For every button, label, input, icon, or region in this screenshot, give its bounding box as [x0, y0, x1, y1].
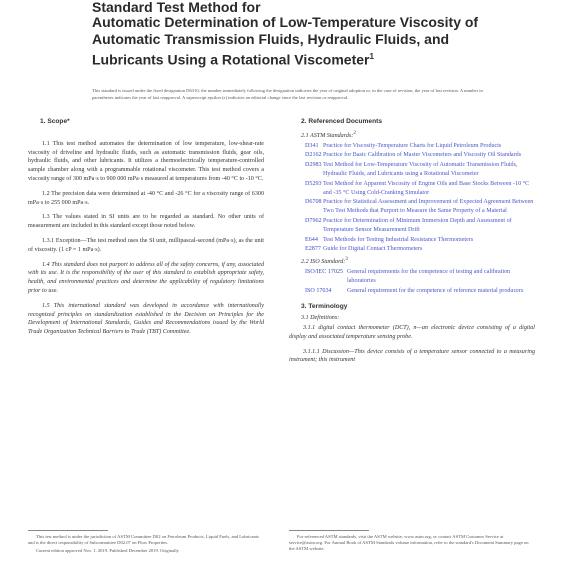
title-line-2: Automatic Transmission Fluids, Hydraulic Fluids, and: [92, 31, 450, 47]
iso-footnote-mark: 3: [345, 256, 348, 263]
para-3-1-1: 3.1.1 digital contact thermometer (DCT), n—an electronic device consisting of a digital display and associated temperature sensing probe.: [289, 325, 535, 340]
reference-title[interactable]: Test Method for Apparent Viscosity of Engine Oils and Base Stocks Between -10 °C and -35 °C Using Cold-Cranking Simulator: [323, 180, 530, 196]
astm-standards-label: 2.1 ASTM Standards:: [301, 132, 354, 139]
astm-footnote-mark: 2: [353, 129, 356, 136]
footnotes-right: [289, 534, 535, 555]
reference-title[interactable]: Practice for Determination of Minimum Immersion Depth and Assessment of Temperature Sensor Measurement Drift: [323, 218, 512, 233]
iso-reference-item[interactable]: [289, 287, 535, 296]
reference-item[interactable]: [289, 217, 535, 235]
title-line-3-text: Lubricants Using a Rotational Viscometer: [92, 51, 370, 68]
reference-code[interactable]: ISO/IEC 17025: [305, 269, 344, 276]
reference-item[interactable]: [289, 236, 535, 245]
para-1-2: 1.2 The precision data were determined at -40 °C and -26 °C for a viscosity range of 6300 mPa·s to 255 000 mPa·s.: [28, 190, 264, 206]
reference-title[interactable]: Test Methods for Testing Industrial Resistance Thermometers: [323, 236, 474, 243]
para-3-1-1-1: 3.1.1.1 Discussion—This device consists of a temperature sensor connected to a measuring instrument; this instrument: [289, 348, 535, 364]
reference-title[interactable]: Guide for Digital Contact Thermometers: [323, 246, 423, 253]
terminology-heading: 3. Terminology: [301, 303, 348, 311]
reference-code[interactable]: D2162: [305, 152, 322, 159]
document-title: [92, 14, 512, 69]
right-column: [289, 118, 535, 371]
para-1-3: 1.3 The values stated in SI units are to be regarded as standard. No other units of measurement are included in this standard except those noted below.: [28, 214, 264, 230]
para-1-5: 1.5 This international standard was developed in accordance with internationally recognized principles on standardization established in the Decision on Principles for the Development of International Standards, Guides and Recommendations issued by the World Trade Organization Technical Barriers to Trade (TBT) Committee.: [28, 302, 264, 336]
reference-title[interactable]: Test Method for Low-Temperature Viscosity of Automatic Transmission Fluids, Hydraulic Fluids, and Lubricants using a Rotational Viscometer: [323, 162, 518, 178]
footnotes-left: [28, 534, 264, 557]
iso-standard-heading: [289, 255, 535, 267]
title-footnote-mark: 1: [369, 52, 374, 61]
reference-title[interactable]: Practice for Basic Calibration of Master Viscometers and Viscosity Oil Standards: [323, 152, 522, 159]
para-1-1: 1.1 This test method automates the determination of low temperature, low-shear-rate viscosity of driveline and hydraulic fluids, such as automatic transmission fluids, gear oils, hydraulic fluids, and other lubricants. It utilizes a thermoelectrically temperature-controlled sample chamber along with a programmable rotational viscometer. This test method covers a viscosity range of 300 mPa·s to 900 000 mPa·s measured at temperatures from -40 °C to -10 °C.: [28, 140, 264, 182]
reference-code[interactable]: D7962: [305, 218, 322, 224]
footnote-divider-left: [28, 530, 108, 531]
designation-notice: This standard is issued under the fixed designation D6310; the number immediately following the designation indicates the year of original adoption or, in the case of revision, the year of last revision. A number in parentheses indicates the year of last reapproval. A superscript epsilon (ε) indicates an editorial change since the last revision or reapproval.: [92, 88, 483, 100]
footnote: Current edition approved Nov. 1, 2019. Published December 2019. Originally: [36, 548, 179, 554]
reference-code[interactable]: D5293: [305, 180, 322, 187]
para-1-3-1: 1.3.1 Exception—The test method uses the SI unit, millipascal-second (mPa·s), as the unit of viscosity. (1 cP = 1 mPa·s).: [28, 237, 264, 253]
title-line-1: Automatic Determination of Low-Temperature Viscosity of: [92, 14, 479, 30]
referenced-documents-heading: 2. Referenced Documents: [301, 118, 382, 125]
reference-item[interactable]: [289, 245, 535, 254]
scope-heading: 1. Scope*: [40, 118, 70, 125]
footnote-divider-right: [289, 530, 369, 531]
reference-item[interactable]: [289, 198, 535, 216]
definitions-heading: 3.1 Definitions:: [301, 315, 340, 322]
reference-title[interactable]: Practice for Statistical Assessment and Improvement of Expected Agreement Between Two Test Methods that Purport to Measure the Same Property of a Material: [323, 199, 534, 215]
title-line-3: [92, 48, 512, 69]
standard-kicker: Standard Test Method for: [92, 0, 261, 15]
para-1-4: 1.4 This standard does not purport to address all of the safety concerns, if any, associated with its use. It is the responsibility of the user of this standard to establish appropriate safety, health, and environmental practices and determine the applicability of regulatory limitations prior to use.: [28, 261, 264, 294]
footnote: This test method is under the jurisdiction of ASTM Committee D02 on Petroleum Products, Liquid Fuels, and Lubricants and is the direct responsibility of Subcommittee D02.07 on Flow Properties.: [28, 534, 259, 546]
reference-item[interactable]: [289, 180, 535, 198]
iso-standard-label: 2.2 ISO Standard:: [301, 259, 346, 266]
reference-item[interactable]: [289, 142, 535, 151]
reference-code[interactable]: ISO 17034: [305, 287, 332, 294]
footnote: For referenced ASTM standards, visit the ASTM website, www.astm.org, or contact ASTM Customer Service at service@astm.org. For Annual Book of ASTM Standards volume information, refer to the standard's Document Summary page on the ASTM website.: [289, 534, 529, 552]
reference-code[interactable]: E644: [305, 236, 318, 243]
reference-item[interactable]: [289, 151, 535, 160]
reference-item[interactable]: [289, 161, 535, 179]
reference-code[interactable]: E2877: [305, 246, 321, 253]
reference-title[interactable]: General requirements for the competence of testing and calibration laboratories: [347, 269, 511, 284]
reference-title[interactable]: Practice for Viscosity-Temperature Charts for Liquid Petroleum Products: [323, 142, 502, 149]
reference-code[interactable]: D6708: [305, 199, 322, 206]
reference-title[interactable]: General requirement for the competence of reference material producers: [347, 287, 524, 294]
reference-code[interactable]: D341: [305, 142, 319, 149]
left-column: [28, 118, 264, 343]
iso-reference-item[interactable]: [289, 268, 535, 286]
reference-code[interactable]: D2983: [305, 162, 322, 169]
astm-standards-heading: [289, 129, 535, 141]
